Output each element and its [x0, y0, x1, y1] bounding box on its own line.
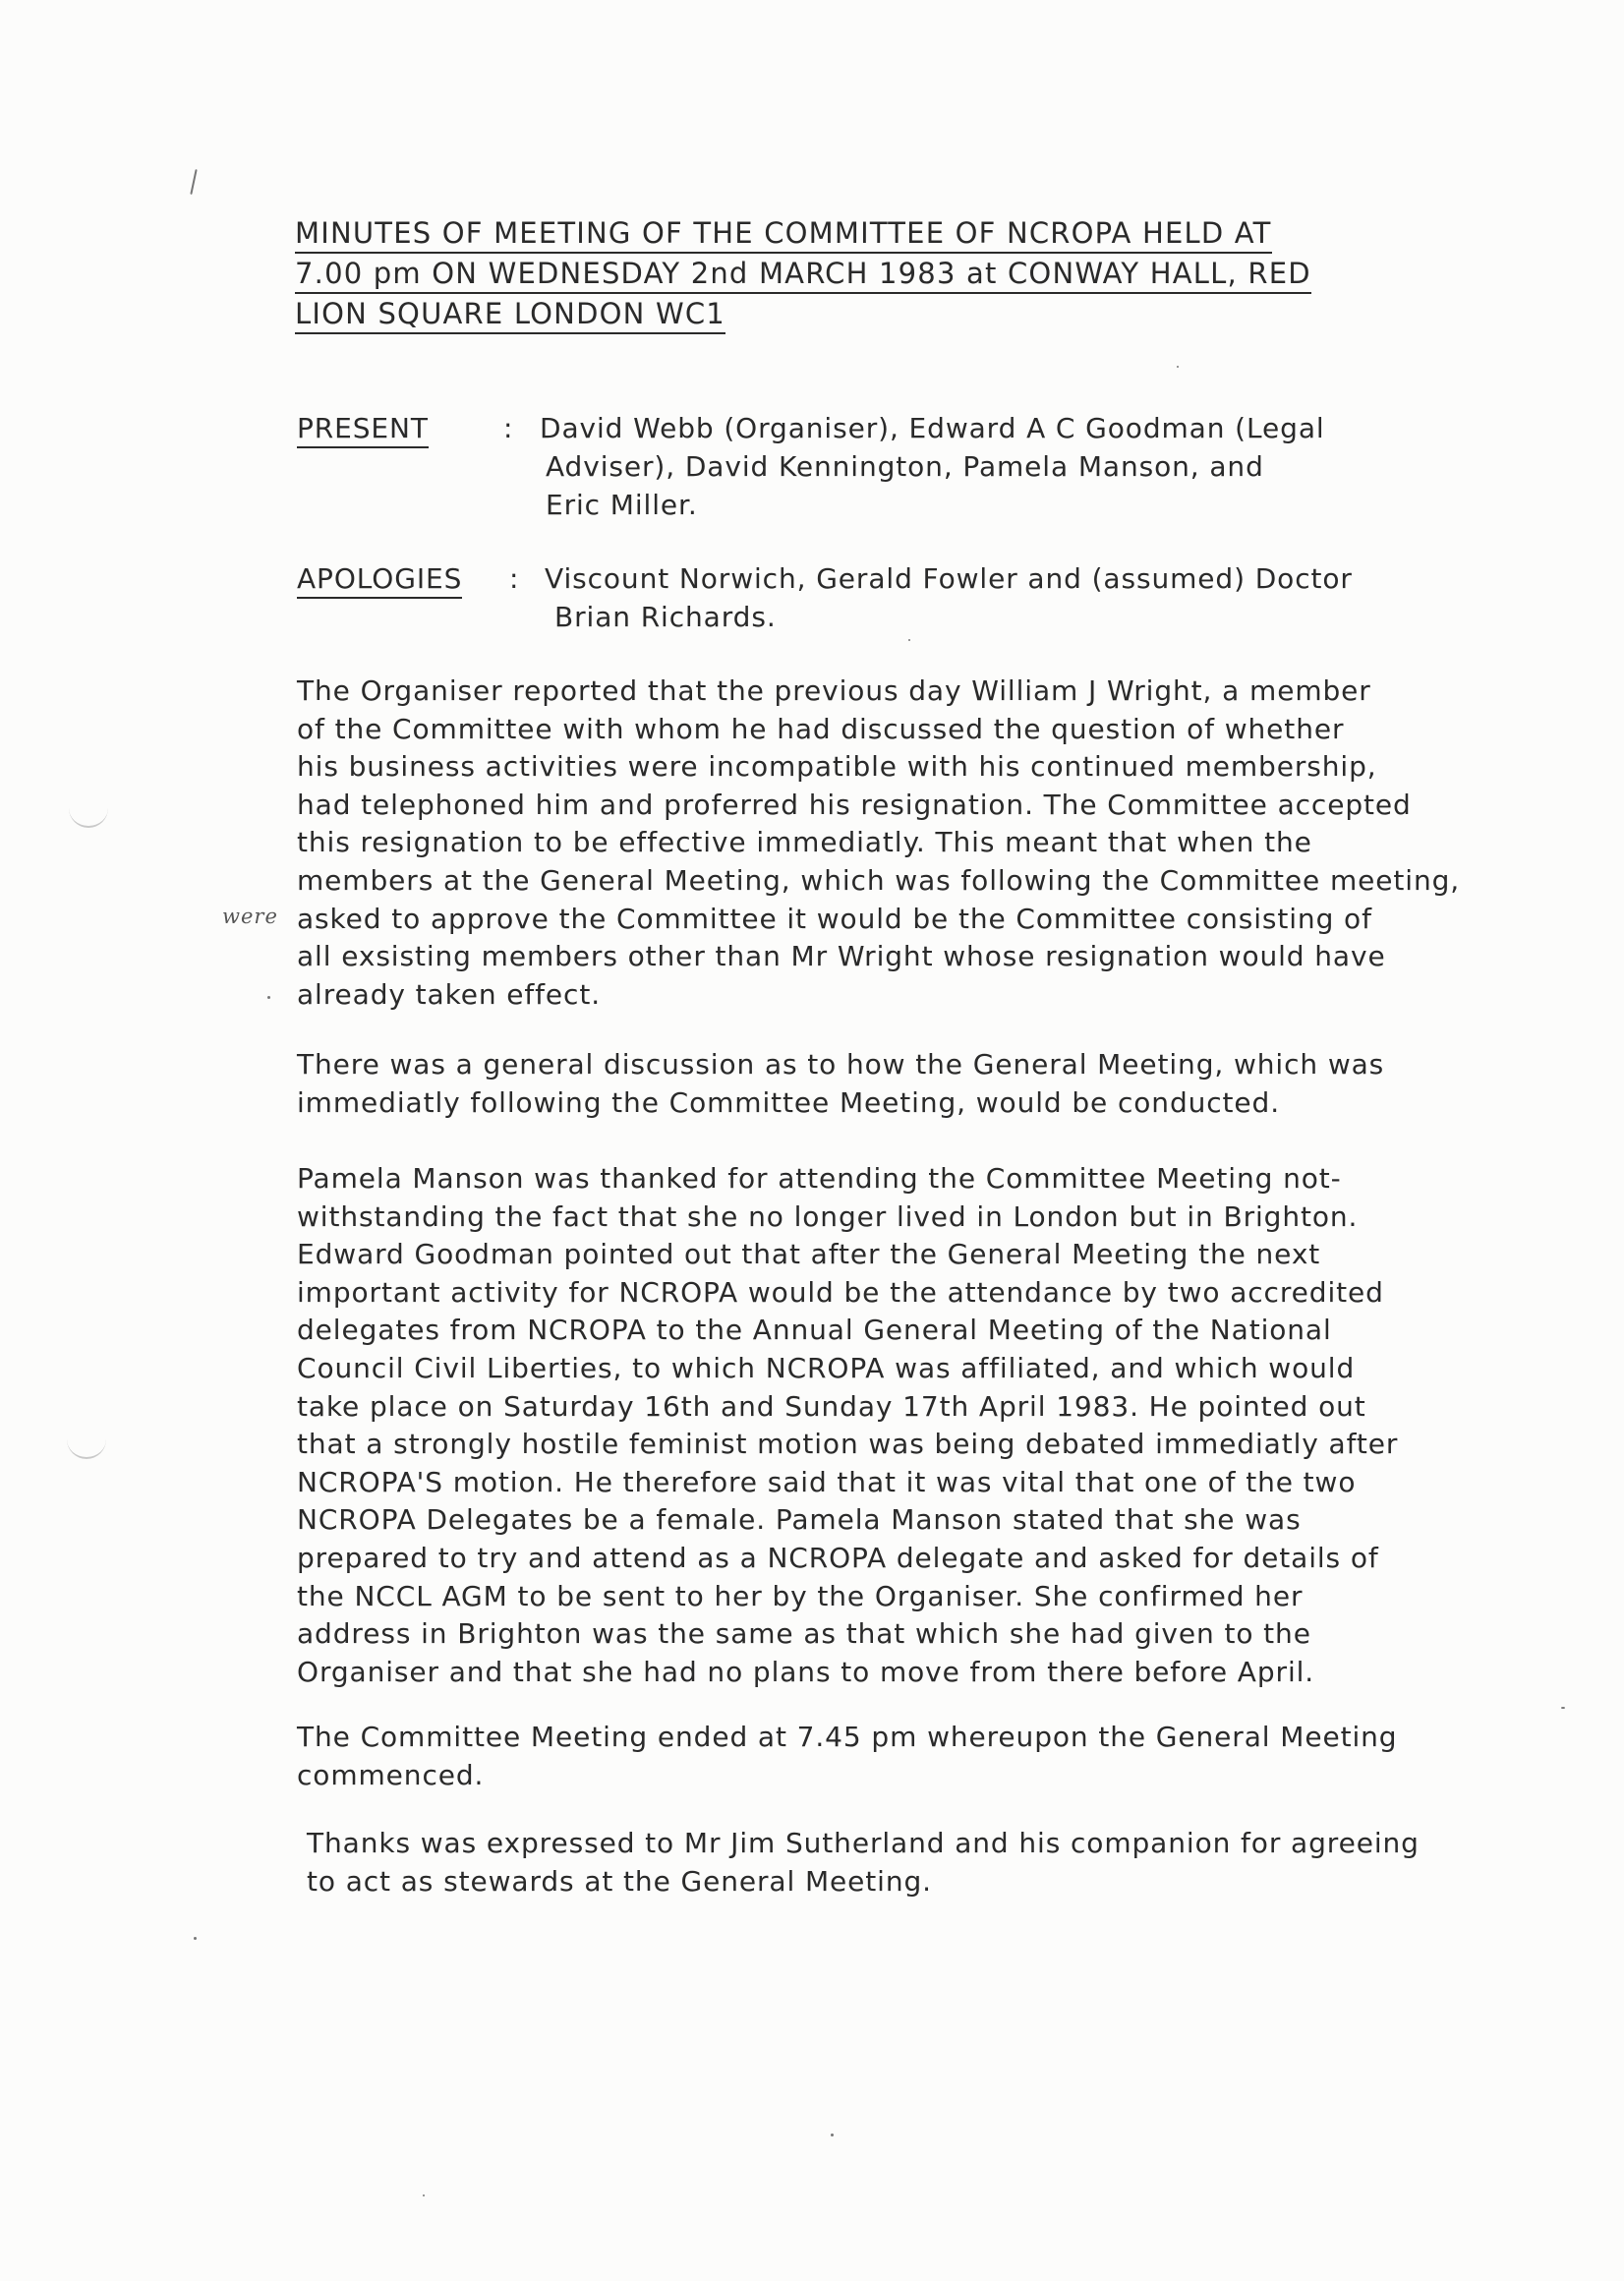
- present-line-1: David Webb (Organiser), Edward A C Goodman (Legal: [540, 412, 1325, 444]
- apologies-names: [545, 559, 1547, 636]
- paragraph-line: members at the General Meeting, which was following the Committee meeting,: [297, 863, 1461, 897]
- apologies-label: APOLOGIES: [297, 559, 462, 598]
- title-line-1: MINUTES OF MEETING OF THE COMMITTEE OF NCROPA HELD AT: [295, 214, 1272, 254]
- paragraph-line: all exsisting members other than Mr Wright whose resignation would have: [297, 940, 1386, 973]
- paragraph-line: prepared to try and attend as a NCROPA delegate and asked for details of: [297, 1541, 1379, 1574]
- paragraph-pamela-manson: [297, 1160, 1575, 1691]
- paragraph-line: Pamela Manson was thanked for attending the Committee Meeting not-: [297, 1162, 1342, 1195]
- paragraph-line: that a strongly hostile feminist motion was being debated immediatly after: [297, 1428, 1399, 1461]
- paragraph-line: immediatly following the Committee Meeting, would be conducted.: [297, 1085, 1281, 1119]
- present-line-2: Adviser), David Kennington, Pamela Manson, and: [546, 450, 1264, 483]
- paragraph-line: commenced.: [297, 1758, 485, 1791]
- minutes-title: [295, 214, 1514, 335]
- paragraph-line: his business activities were incompatible with his continued membership,: [297, 750, 1377, 784]
- paragraph-line: take place on Saturday 16th and Sunday 17th April 1983. He pointed out: [297, 1389, 1366, 1423]
- paragraph-line: asked to approve the Committee it would be the Committee consisting of: [297, 902, 1372, 935]
- paragraph-line: the NCCL AGM to be sent to her by the Organiser. She confirmed her: [297, 1579, 1304, 1612]
- paragraph-line: There was a general discussion as to how the General Meeting, which was: [297, 1048, 1385, 1081]
- paragraph-resignation: [297, 673, 1575, 1014]
- paragraph-line: Thanks was expressed to Mr Jim Sutherland and his companion for agreeing: [307, 1827, 1420, 1859]
- paragraph-line: delegates from NCROPA to the Annual General Meeting of the National: [297, 1314, 1332, 1347]
- apologies-line-1: Viscount Norwich, Gerald Fowler and (assumed) Doctor: [545, 562, 1353, 595]
- dust-speck: [1177, 366, 1179, 368]
- paragraph-line: address in Brighton was the same as that which she had given to the: [297, 1617, 1311, 1651]
- paragraph-line: Council Civil Liberties, to which NCROPA was affiliated, and which would: [297, 1351, 1356, 1384]
- present-label: PRESENT: [297, 409, 429, 447]
- present-colon: :: [503, 412, 514, 444]
- paragraph-line: had telephoned him and proferred his resignation. The Committee accepted: [297, 788, 1412, 821]
- paragraph-line: The Committee Meeting ended at 7.45 pm whereupon the General Meeting: [297, 1721, 1398, 1753]
- punch-hole-mark: [69, 806, 108, 828]
- dust-speck: [267, 996, 270, 999]
- paragraph-general-discussion: [297, 1046, 1575, 1122]
- paragraph-line: already taken effect.: [297, 977, 602, 1011]
- paragraph-line: important activity for NCROPA would be the attendance by two accredited: [297, 1275, 1384, 1309]
- paragraph-line: Organiser and that she had no plans to move from there before April.: [297, 1655, 1315, 1688]
- pencil-mark: [190, 169, 197, 195]
- punch-hole-mark: [67, 1437, 106, 1459]
- paragraph-thanks: [307, 1825, 1585, 1901]
- apologies-line-2: Brian Richards.: [554, 601, 777, 633]
- present-names: [540, 409, 1542, 524]
- dust-speck: [1561, 1707, 1565, 1709]
- apologies-colon: :: [509, 562, 520, 595]
- dust-speck: [831, 2134, 834, 2136]
- paragraph-line: Edward Goodman pointed out that after the General Meeting the next: [297, 1238, 1321, 1271]
- paragraph-line: withstanding the fact that she no longer lived in London but in Brighton.: [297, 1199, 1359, 1233]
- dust-speck: [423, 2194, 425, 2196]
- title-line-2: 7.00 pm ON WEDNESDAY 2nd MARCH 1983 at CONWAY HALL, RED: [295, 255, 1311, 294]
- paragraph-meeting-ended: [297, 1719, 1575, 1794]
- handwritten-margin-note: were: [222, 905, 278, 928]
- paragraph-line: to act as stewards at the General Meeting.: [307, 1864, 932, 1898]
- paragraph-line: NCROPA Delegates be a female. Pamela Manson stated that she was: [297, 1503, 1302, 1537]
- present-line-3: Eric Miller.: [546, 489, 698, 521]
- paragraph-line: this resignation to be effective immediatly. This meant that when the: [297, 826, 1312, 859]
- paragraph-line: NCROPA'S motion. He therefore said that it was vital that one of the two: [297, 1465, 1357, 1498]
- dust-speck: [194, 1937, 197, 1940]
- dust-speck: [908, 639, 910, 641]
- title-line-3: LION SQUARE LONDON WC1: [295, 295, 725, 334]
- paragraph-line: of the Committee with whom he had discussed the question of whether: [297, 712, 1345, 745]
- paragraph-line: The Organiser reported that the previous day William J Wright, a member: [297, 674, 1371, 707]
